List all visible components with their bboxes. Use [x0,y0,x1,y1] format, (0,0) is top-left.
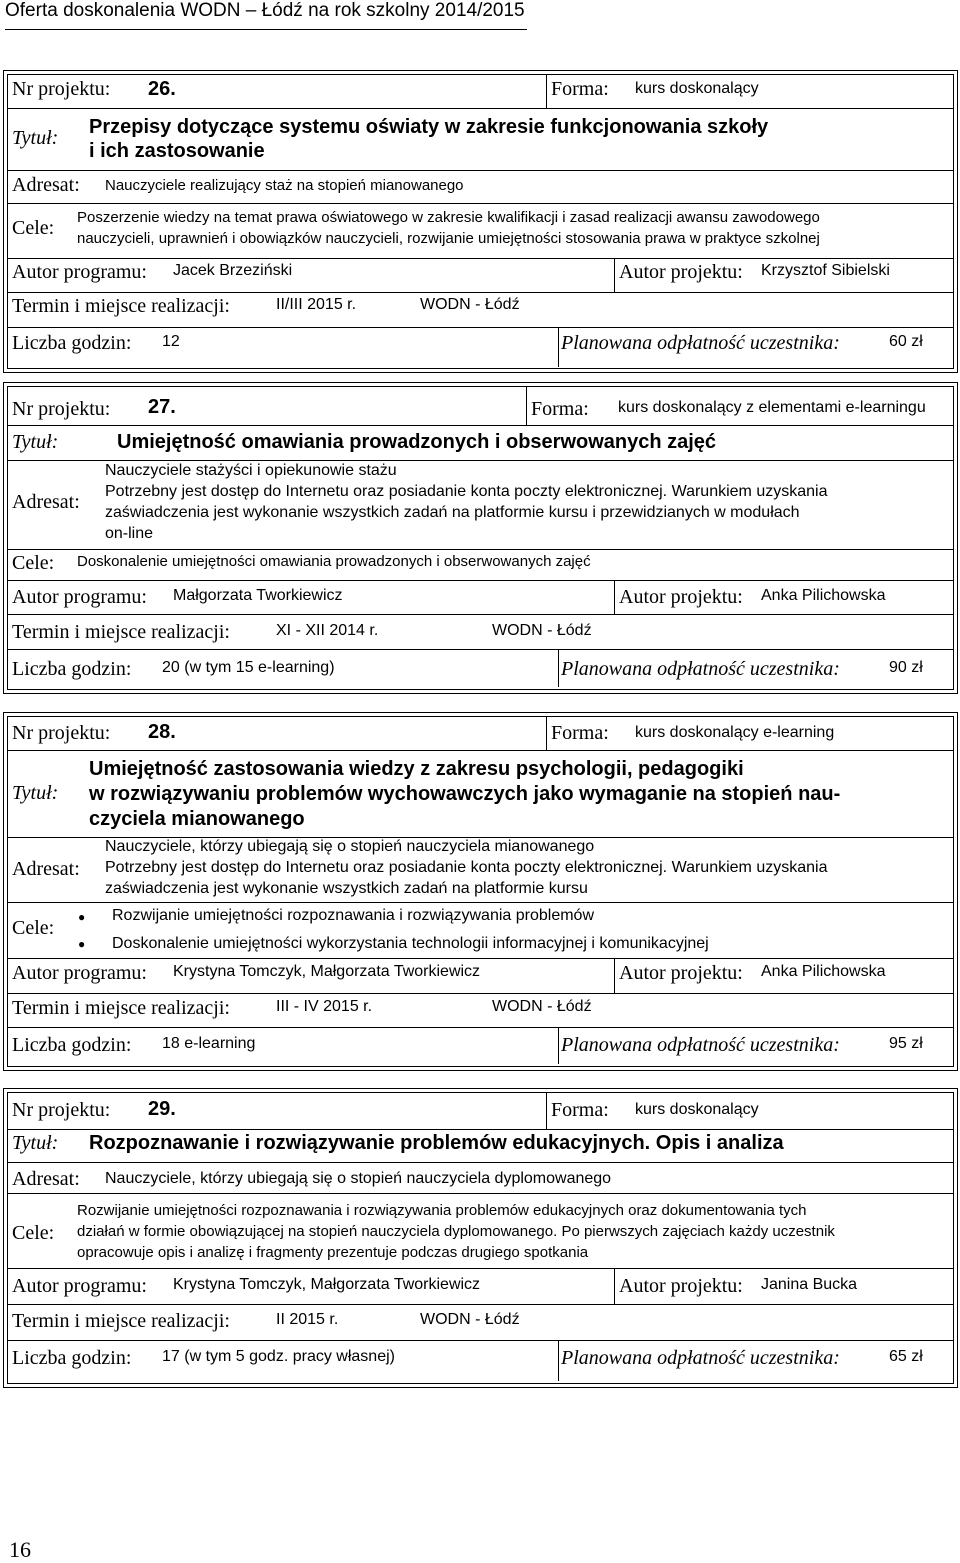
divider [558,649,559,687]
date-place-label: Termin i miejsce realizacji: [12,1310,230,1332]
divider [8,549,953,550]
project-number-label: Nr projektu: [12,78,111,100]
fee-label: Planowana odpłatność uczestnika: [561,1347,840,1369]
header-rule [5,29,527,30]
divider [614,258,615,292]
fee-value: 90 zł [889,659,923,676]
project-title-line: czyciela mianowanego [89,808,305,830]
program-author-label: Autor programu: [12,962,147,984]
recipient-line: zaświadczenia jest wykonanie wszystkich zadań na platformie kursu i przewidzianych w modułach [105,504,800,521]
form-value: kurs doskonalący z elementami e-learningu [618,399,926,416]
divider [8,203,953,204]
divider [546,1093,547,1129]
divider [8,425,953,426]
divider [8,1027,953,1028]
project-author-label: Autor projektu: [619,586,743,608]
form-label: Forma: [551,722,609,744]
hours-label: Liczba godzin: [12,1034,132,1056]
divider [8,258,953,259]
recipient-line: Potrzebny jest dostęp do Internetu oraz posiadanie konta poczty elektronicznej. Warunkiem uzyskania [105,483,828,500]
project-title-line: i ich zastosowanie [89,140,265,162]
hours-label: Liczba godzin: [12,658,132,680]
date-value: II 2015 r. [276,1311,339,1328]
hours-value: 18 e-learning [162,1035,256,1052]
project-author: Krzysztof Sibielski [761,262,890,279]
date-place-label: Termin i miejsce realizacji: [12,295,230,317]
divider [8,580,953,581]
divider [8,614,953,615]
goals-line: Doskonalenie umiejętności wykorzystania technologii informacyjnej i komunikacyjnej [112,935,709,952]
recipient-line: Nauczyciele, którzy ubiegają się o stopień nauczyciela mianowanego [105,838,595,855]
page-header-title: Oferta doskonalenia WODN – Łódź na rok szkolny 2014/2015 [5,0,525,21]
divider [558,1340,559,1381]
date-value: III - IV 2015 r. [276,998,373,1015]
project-number: 29. [148,1098,176,1120]
divider [8,170,953,171]
recipient-line: Nauczyciele realizujący staż na stopień mianowanego [105,177,464,194]
recipient-line: Nauczyciele, którzy ubiegają się o stopień nauczyciela dyplomowanego [105,1170,612,1187]
goals-line: Doskonalenie umiejętności omawiania prowadzonych i obserwowanych zajęć [77,553,591,570]
recipient-line: Potrzebny jest dostęp do Internetu oraz posiadanie konta poczty elektronicznej. Warunkiem uzyskania [105,859,828,876]
project-title-line: Przepisy dotyczące systemu oświaty w zakresie funkcjonowania szkoły [89,116,769,138]
goals-line: Rozwijanie umiejętności rozpoznawania i rozwiązywania problemów edukacyjnych oraz dokumentowania tych [77,1202,807,1219]
goals-line: nauczycieli, uprawnień i obowiązków nauczycieli, rozwijanie umiejętności stosowania prawa w praktyce szkolnej [77,230,820,247]
date-value: XI - XII 2014 r. [276,622,379,639]
recipient-line: on-line [105,525,154,542]
title-label: Tytuł: [12,782,59,804]
divider [8,902,953,903]
project-number: 28. [148,721,176,743]
project-title-line: w rozwiązywaniu problemów wychowawczych jako wymaganie na stopień nau- [89,783,841,805]
divider [8,108,953,109]
project-title-line: Umiejętność omawiania prowadzonych i obserwowanych zajęć [117,431,717,453]
form-label: Forma: [531,398,589,420]
divider [8,649,953,650]
project-number: 26. [148,78,176,100]
place-value: WODN - Łódź [420,296,520,313]
date-place-label: Termin i miejsce realizacji: [12,621,230,643]
divider [8,1304,953,1305]
goals-label: Cele: [12,1222,55,1244]
date-place-label: Termin i miejsce realizacji: [12,997,230,1019]
hours-label: Liczba godzin: [12,1347,132,1369]
project-number-label: Nr projektu: [12,722,111,744]
project-number: 27. [148,396,176,418]
program-author-label: Autor programu: [12,586,147,608]
divider [614,1268,615,1304]
project-title-line: Rozpoznawanie i rozwiązywanie problemów edukacyjnych. Opis i analiza [89,1132,784,1154]
place-value: WODN - Łódź [492,998,592,1015]
goals-label: Cele: [12,552,55,574]
goals-label: Cele: [12,217,55,239]
project-author: Anka Pilichowska [761,963,886,980]
divider [546,75,547,108]
fee-value: 60 zł [889,333,923,350]
divider [614,580,615,614]
place-value: WODN - Łódź [492,622,592,639]
divider [8,958,953,959]
project-author: Anka Pilichowska [761,587,886,604]
divider [8,1193,953,1194]
project-author-label: Autor projektu: [619,962,743,984]
divider [8,1268,953,1269]
fee-value: 95 zł [889,1035,923,1052]
recipient-line: zaświadczenia jest wykonanie wszystkich zadań na platformie kursu [105,880,588,897]
divider [8,327,953,328]
program-author: Krystyna Tomczyk, Małgorzata Tworkiewicz [173,1276,481,1293]
form-value: kurs doskonalący [635,80,759,97]
date-value: II/III 2015 r. [276,296,357,313]
goals-line: Poszerzenie wiedzy na temat prawa oświatowego w zakresie kwalifikacji i zasad realizacji awansu zawodowego [77,209,820,226]
divider [526,387,527,425]
divider [8,750,953,751]
hours-value: 17 (w tym 5 godz. pracy własnej) [162,1348,395,1365]
divider [614,958,615,993]
bullet-icon: ● [78,937,86,951]
form-label: Forma: [551,1099,609,1121]
recipient-label: Adresat: [12,174,80,196]
program-author: Krystyna Tomczyk, Małgorzata Tworkiewicz [173,963,481,980]
goals-label: Cele: [12,917,55,939]
program-author-label: Autor programu: [12,261,147,283]
program-author-label: Autor programu: [12,1275,147,1297]
divider [8,292,953,293]
divider [8,1340,953,1341]
goals-line: Rozwijanie umiejętności rozpoznawania i rozwiązywania problemów [112,907,594,924]
program-author: Jacek Brzeziński [173,262,293,279]
recipient-line: Nauczyciele stażyści i opiekunowie stażu [105,462,397,479]
recipient-label: Adresat: [12,1168,80,1190]
project-author-label: Autor projektu: [619,1275,743,1297]
divider [8,1129,953,1130]
divider [8,993,953,994]
divider [558,1027,559,1064]
bullet-icon: ● [78,910,86,924]
project-number-label: Nr projektu: [12,398,111,420]
hours-value: 12 [162,333,180,350]
recipient-label: Adresat: [12,491,80,513]
fee-value: 65 zł [889,1348,923,1365]
form-value: kurs doskonalący [635,1101,759,1118]
project-number-label: Nr projektu: [12,1099,111,1121]
fee-label: Planowana odpłatność uczestnika: [561,658,840,680]
recipient-label: Adresat: [12,858,80,880]
divider [8,1162,953,1163]
goals-line: opracowuje opis i analizę i fragmenty prezentuje podczas drugiego spotkania [77,1244,589,1261]
place-value: WODN - Łódź [420,1311,520,1328]
title-label: Tytuł: [12,127,59,149]
hours-label: Liczba godzin: [12,332,132,354]
fee-label: Planowana odpłatność uczestnika: [561,332,840,354]
title-label: Tytuł: [12,1132,59,1154]
divider [546,717,547,750]
title-label: Tytuł: [12,431,59,453]
form-value: kurs doskonalący e-learning [635,724,835,741]
hours-value: 20 (w tym 15 e-learning) [162,659,335,676]
project-author: Janina Bucka [761,1276,858,1293]
form-label: Forma: [551,78,609,100]
fee-label: Planowana odpłatność uczestnika: [561,1034,840,1056]
project-author-label: Autor projektu: [619,261,743,283]
program-author: Małgorzata Tworkiewicz [173,587,343,604]
page-number: 16 [9,1537,31,1562]
goals-line: działań w formie obowiązującej na stopień nauczyciela dyplomowanego. Po pierwszych zajęciach każdy uczestnik [77,1223,835,1240]
project-title-line: Umiejętność zastosowania wiedzy z zakresu psychologii, pedagogiki [89,758,744,780]
divider [558,327,559,367]
